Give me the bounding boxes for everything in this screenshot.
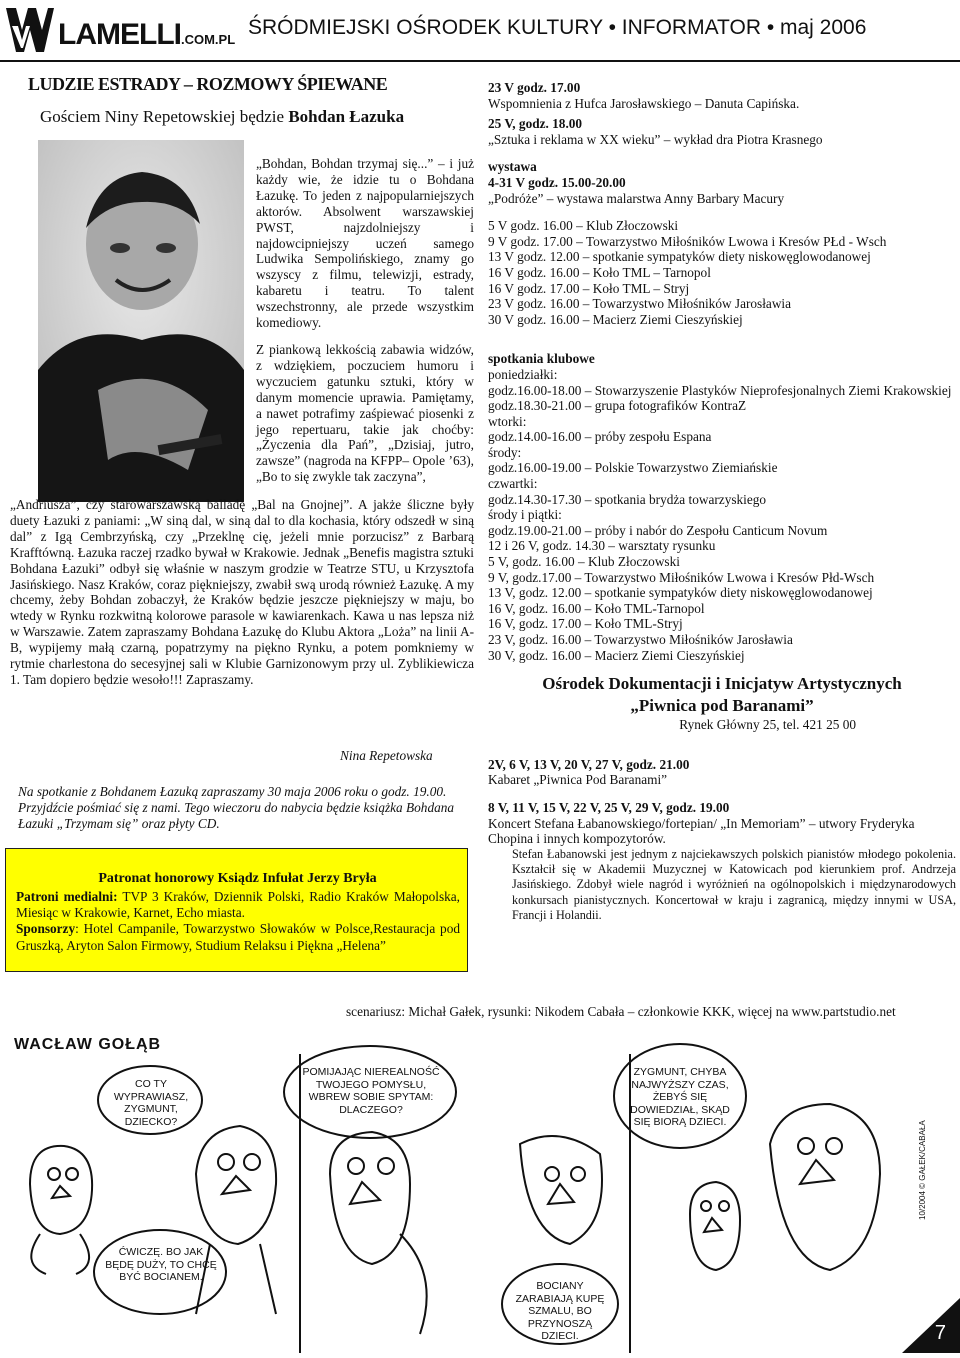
- event-text: Wspomnienia z Hufca Jarosławskiego – Danuta Capińska.: [488, 95, 800, 111]
- event-date: 8 V, 11 V, 15 V, 22 V, 25 V, 29 V, godz. 19.00: [488, 799, 730, 815]
- event-list-1: [488, 218, 956, 327]
- article-heading: LUDZIE ESTRADY – ROZMOWY ŚPIEWANE: [28, 74, 388, 94]
- event-text: „Podróże” – wystawa malarstwa Anny Barbary Macury: [488, 190, 785, 206]
- event-text: Koncert Stefana Łabanowskiego/fortepian/ „In Memoriam” – utwory Fryderyka Chopina i innych kompozytorów.: [488, 815, 915, 847]
- logo-text: LAMELLI.COM.PL: [58, 18, 236, 51]
- speech-bubble: ZYGMUNT, CHYBA NAJWYŻSZY CZAS, ŻEBYŚ SIĘ DOWIEDZIAŁ, SKĄD SIĘ BIORĄ DZIECI.: [630, 1066, 730, 1128]
- list-item: poniedziałki:: [488, 366, 558, 382]
- list-item: godz.16.00-19.00 – Polskie Towarzystwo Ziemiańskie: [488, 460, 778, 476]
- list-item: 12 i 26 V, godz. 14.30 – warsztaty rysunku: [488, 538, 716, 554]
- lamelli-logo-icon: [6, 8, 54, 52]
- credit-line: scenariusz: Michał Gałek, rysunki: Nikodem Cabała – członkowie KKK, więcej na www.partstudio.net: [346, 1004, 896, 1019]
- comic-copyright: 10/2004 © GAŁEK/CABAŁA: [918, 1120, 927, 1220]
- meeting-note: Na spotkanie z Bohdanem Łazuką zapraszamy 30 maja 2006 roku o godz. 19.00. Przyjdźcie pośmiać się z nami. Tego wieczoru do nabycia będzie książka Bohdana Łazuki „Trzymam się” oraz płyty CD.: [18, 784, 455, 831]
- speech-bubble: CO TY WYPRAWIASZ, ZYGMUNT, DZIECKO?: [113, 1078, 189, 1128]
- list-item: 23 V godz. 16.00 – Towarzystwo Miłośników Jarosławia: [488, 296, 792, 312]
- article-subheading: Gościem Niny Repetowskiej będzie Bohdan Łazuka: [40, 107, 405, 126]
- event-text: „Sztuka i reklama w XX wieku” – wykład dra Piotra Krasnego: [488, 131, 823, 147]
- list-item: 5 V, godz. 16.00 – Klub Złoczowski: [488, 554, 680, 570]
- list-item: godz.14.00-16.00 – próby zespołu Espana: [488, 429, 712, 445]
- schedule-column: [488, 80, 956, 923]
- section-label-wystawa: wystawa: [488, 159, 537, 175]
- list-item: 30 V, godz. 16.00 – Macierz Ziemi Cieszyńskiej: [488, 647, 745, 663]
- event-text: Kabaret „Piwnica Pod Baranami”: [488, 772, 668, 788]
- list-item: środy i piątki:: [488, 507, 562, 523]
- article-signature: Nina Repetowska: [340, 748, 433, 763]
- list-item: 16 V, godz. 16.00 – Koło TML-Tarnopol: [488, 600, 705, 616]
- list-item: godz.18.30-21.00 – grupa fotografików KontraZ: [488, 398, 747, 414]
- speech-bubble: BOCIANY ZARABIAJĄ KUPĘ SZMALU, BO PRZYNOSZĄ DZIECI.: [515, 1280, 605, 1342]
- header-divider: [0, 60, 960, 62]
- pianist-bio: Stefan Łabanowski jest jednym z najciekawszych polskich pianistów młodego pokolenia. Kształcił się w Akademii Muzycznej w Katowicach pod kierunkiem prof. Andrzeja Jasińskiego. Zdobył wiele nagród i wyróżnień na ogólnopolskich i międzynarodowych konkursach pianistycznych. Koncertował w kraju i zagranicą, między innymi w USA, Francji i Holandii.: [512, 846, 956, 922]
- event-date: 2V, 6 V, 13 V, 20 V, 27 V, godz. 21.00: [488, 756, 690, 772]
- list-item: 13 V godz. 12.00 – spotkanie sympatyków diety niskowęglowodanowej: [488, 249, 871, 265]
- list-item: 9 V godz. 17.00 – Towarzystwo Miłośników Lwowa i Kresów PŁd - Wsch: [488, 233, 887, 249]
- header-title: ŚRÓDMIEJSKI OŚRODEK KULTURY • INFORMATOR • maj 2006: [248, 16, 867, 39]
- page-number: 7: [934, 1322, 946, 1344]
- section-label-klubowe: spotkania klubowe: [488, 351, 595, 367]
- piwnica-title: Ośrodek Dokumentacji i Inicjatyw Artystycznych „Piwnica pod Baranami”: [542, 674, 902, 716]
- list-item: 16 V godz. 17.00 – Koło TML – Stryj: [488, 280, 690, 296]
- event-date: 25 V, godz. 18.00: [488, 116, 583, 132]
- list-item: 13 V, godz. 12.00 – spotkanie sympatyków diety niskowęglowodanowej: [488, 585, 873, 601]
- list-item: godz.16.00-18.00 – Stowarzyszenie Plastyków Nieprofesjonalnych Ziemi Krakowskiej: [488, 382, 952, 398]
- list-item: godz.14.30-17.30 – spotkania brydża towarzyskiego: [488, 491, 767, 507]
- list-item: 16 V, godz. 17.00 – Koło TML-Stryj: [488, 616, 683, 632]
- article-paragraph-2: Z piankową lekkością zabawia widzów, z wdziękiem, poczuciem humoru i wyczuciem gatunku sztuki, który w danym momencie uprawia. Pamiętamy, a nawet potrafimy zaśpiewać piosenki z jego repertuaru, takie jak choćby: „Życzenia dla Pań”, „Dzisiaj, jutro, zawsze” (nagroda na KFPP– Opole ’63), „Bo to się zwykle tak zaczyna”,: [256, 342, 474, 485]
- list-item: godz.19.00-21.00 – próby i nabór do Zespołu Canticum Novum: [488, 522, 828, 538]
- list-item: 23 V, godz. 16.00 – Towarzystwo Miłośników Jarosławia: [488, 632, 793, 647]
- comic-title: WACŁAW GOŁĄB: [14, 1036, 162, 1053]
- list-item: 9 V, godz.17.00 – Towarzystwo Miłośników Lwowa i Kresów Płd-Wsch: [488, 569, 875, 585]
- list-item: 30 V godz. 16.00 – Macierz Ziemi Cieszyńskiej: [488, 311, 743, 327]
- list-item: 16 V godz. 16.00 – Koło TML – Tarnopol: [488, 264, 711, 280]
- speech-bubble: ĆWICZĘ. BO JAK BĘDĘ DUŻY, TO CHCĘ BYĆ BOCIANEM.: [105, 1246, 217, 1283]
- page-header: [0, 0, 960, 62]
- list-item: 5 V godz. 16.00 – Klub Złoczowski: [488, 218, 679, 234]
- event-list-2: [488, 367, 956, 663]
- piwnica-address: Rynek Główny 25, tel. 421 25 00: [679, 717, 856, 733]
- event-date: 23 V godz. 17.00: [488, 80, 581, 95]
- speech-bubble: POMIJAJĄC NIEREALNOŚĆ TWOJEGO POMYSŁU, WBREW SOBIE SPYTAM: DLACZEGO?: [302, 1066, 440, 1116]
- list-item: środy:: [488, 444, 522, 460]
- article-paragraph-3: „Andriusza”, czy starowarszawską balladę „Bal na Gnojnej”. A jakże śliczne były duety Łazuki z paniami: „W siną dal, w siną dal to dla kochasia, który odszedł w siną dal” z Igą Cembrzyńską, czy „Przeklnę cię, jeżeli mnie porzucisz” z Barbarą Krafftówną. Łazuka raczej rzadko bywał w Krakowie. Jednak „Benefis magistra sztuki Bohdana Łazuki” odbył się właśnie w naszym grodzie w Teatrze STU, u Krzysztofa Jasińskiego. Nasz Kraków, coraz piękniejszy, zwabił swą urodą również Łazukę. A my chcemy, żeby Bohdan zobaczył, że Kraków będzie jeszcze piękniejszy w maju, bo wtedy w Rynku rozkwitną kolorowe parasole w kawiarenkach. Kawa u nas lepsza niż w Warszawie. Zatem zapraszamy Bohdana Łazukę do Klubu Aktora „Loża” na linii A-B, wypijemy małą czarną, popatrzymy na piękno Rynku, a potem pomkniemy w rytmie charlestona do secesyjnej sali w Klubie Garnizonowym przy ul. Zyblikiewicza 1. Tam dopiero będzie wesoło!!! Zapraszamy.: [10, 497, 474, 687]
- patron-box: [5, 848, 468, 972]
- event-date: 4-31 V godz. 15.00-20.00: [488, 174, 626, 190]
- list-item: czwartki:: [488, 476, 538, 492]
- article-paragraph-1: „Bohdan, Bohdan trzymaj się...” – i już każdy wie, że idzie tu o Bohdana Łazukę. To jeden z najpopularniejszych aktorów. Absolwent warszawskiej PWST, najzdolniejszy i najdowcipniejszy uczeń samego Ludwika Sempolińskiego, znamy go wszyscy z filmu, telewizji, estrady, kabaretu i teatru. To talent wszechstronny, ale przede wszystkim komediowy.: [256, 156, 474, 331]
- list-item: wtorki:: [488, 413, 527, 429]
- patron-text: Patroni medialni: TVP 3 Kraków, Dziennik Polski, Radio Kraków Małopolska, Miesiąc w Krakowie, Karnet, Echo miasta. Sponsorzy: Hotel Campanile, Towarzystwo Słowaków w Polsce,Restauracja pod Gruszką, Aryton Salon Firmowy, Studium Relaksu i Piękna „Helena”: [16, 889, 460, 953]
- portrait-photo: [38, 140, 244, 502]
- patron-title: Patronat honorowy Ksiądz Infułat Jerzy Bryła: [98, 871, 377, 886]
